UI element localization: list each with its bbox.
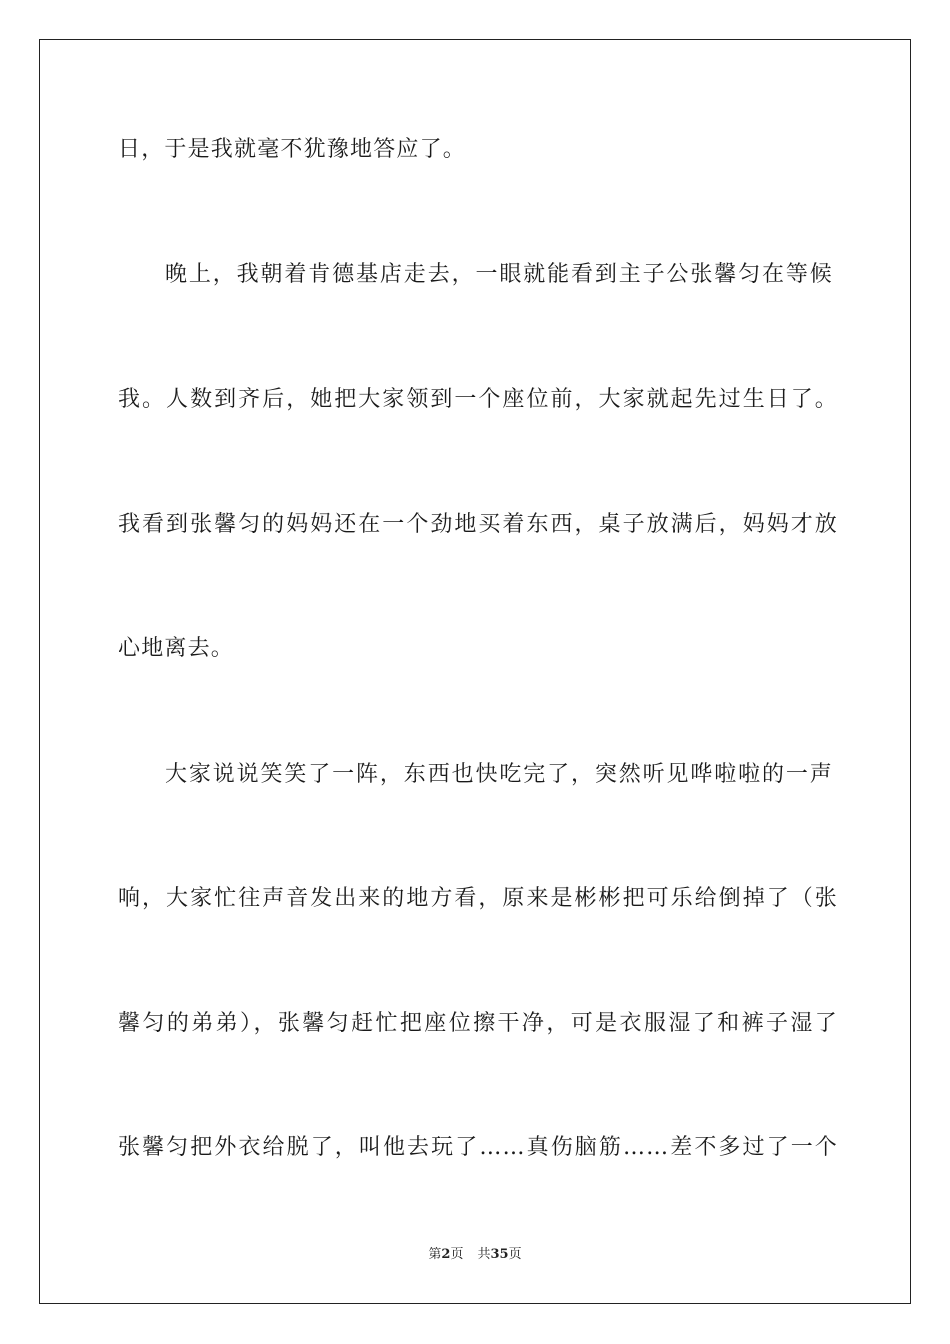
text-line-9: 张馨匀把外衣给脱了，叫他去玩了……真伤脑筋……差不多过了一个 bbox=[118, 1135, 838, 1160]
page-suffix: 页 bbox=[450, 1247, 464, 1262]
total-suffix: 页 bbox=[508, 1247, 522, 1262]
page-prefix: 第 bbox=[428, 1247, 442, 1262]
total-prefix: 共 bbox=[477, 1247, 491, 1262]
total-pages: 35 bbox=[490, 1247, 509, 1262]
page-footer bbox=[0, 1245, 950, 1265]
page-number: 2 bbox=[441, 1247, 451, 1262]
text-line-4: 我看到张馨匀的妈妈还在一个劲地买着东西，桌子放满后，妈妈才放 bbox=[118, 512, 838, 537]
text-line-1: 日，于是我就毫不犹豫地答应了。 bbox=[118, 137, 467, 162]
text-line-5: 心地离去。 bbox=[118, 636, 235, 661]
text-line-2: 晚上，我朝着肯德基店走去，一眼就能看到主子公张馨匀在等候 bbox=[165, 262, 833, 287]
text-line-8: 馨匀的弟弟），张馨匀赶忙把座位擦干净，可是衣服湿了和裤子湿了 bbox=[118, 1011, 838, 1036]
text-line-3: 我。人数到齐后，她把大家领到一个座位前，大家就起先过生日了。 bbox=[118, 387, 838, 412]
text-line-7: 响，大家忙往声音发出来的地方看，原来是彬彬把可乐给倒掉了（张 bbox=[118, 886, 838, 911]
page-border bbox=[39, 39, 911, 1304]
text-line-6: 大家说说笑笑了一阵，东西也快吃完了，突然听见哗啦啦的一声 bbox=[165, 762, 833, 787]
